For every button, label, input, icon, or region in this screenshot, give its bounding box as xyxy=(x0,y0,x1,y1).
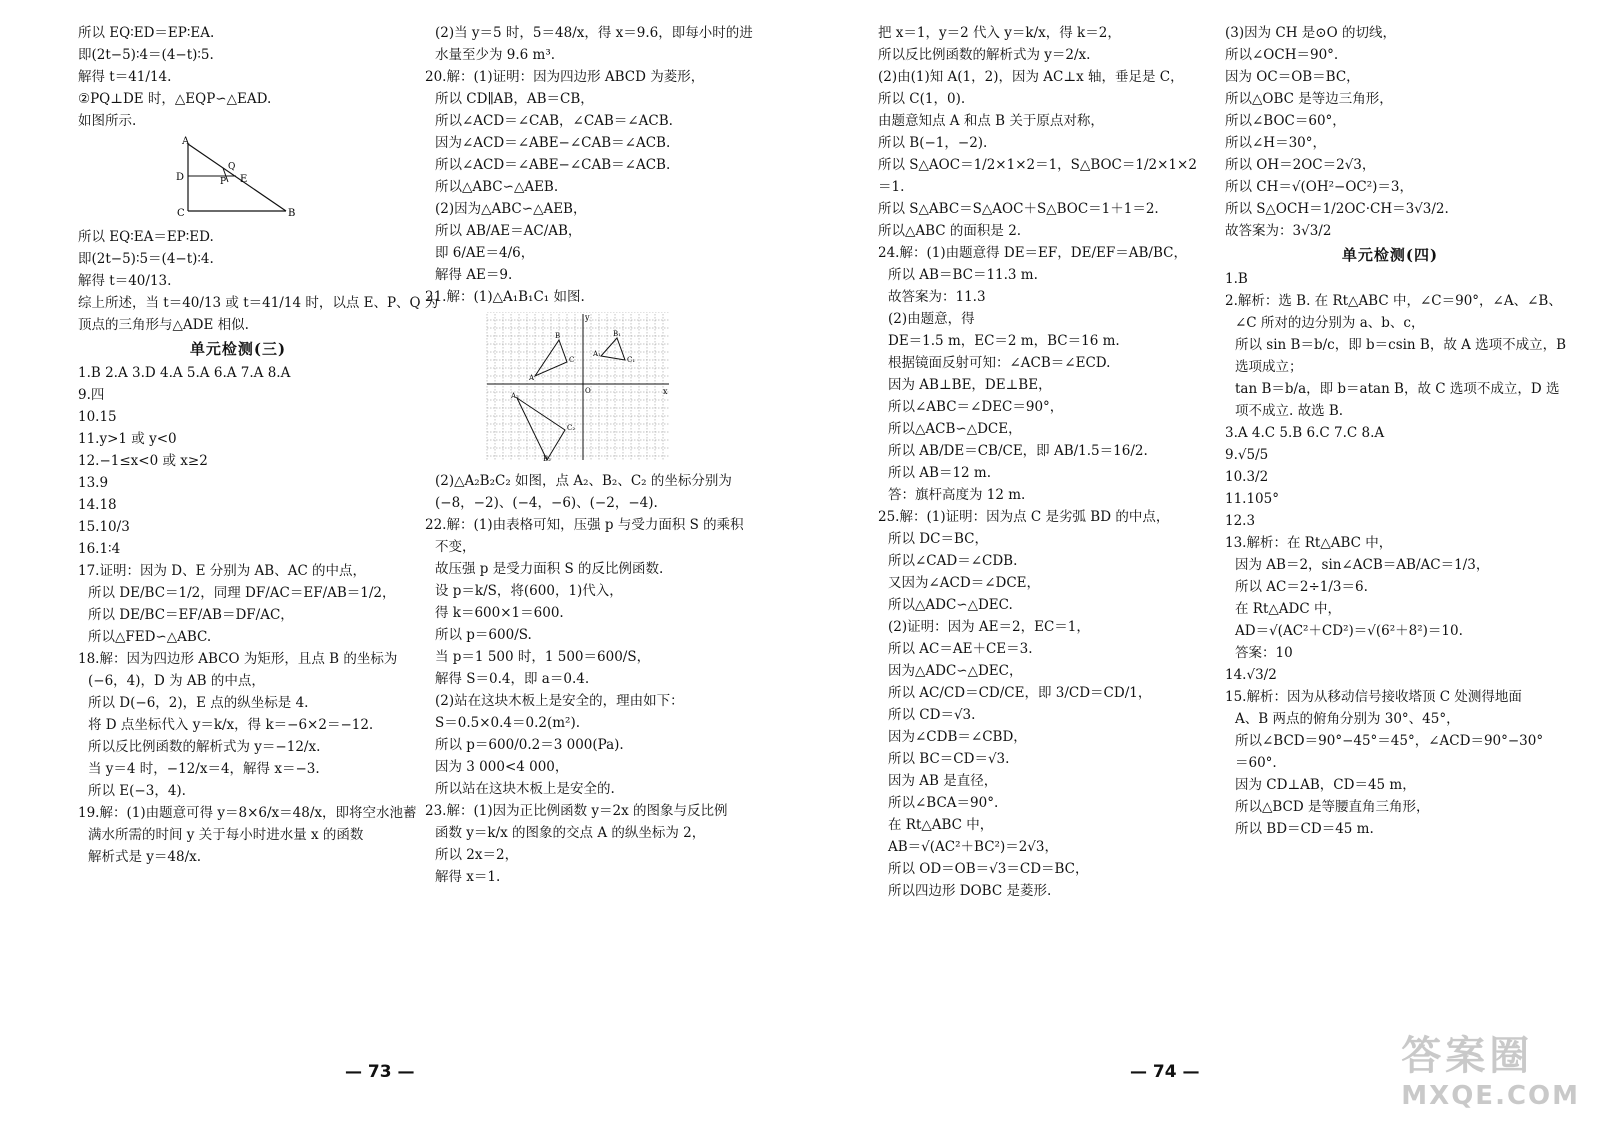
text-line: 所以四边形 DOBC 是菱形. xyxy=(888,883,1052,899)
text-line: 所以∠ABC＝∠DEC＝90°， xyxy=(888,399,1064,415)
text-line: 因为 AB 是直径， xyxy=(888,773,998,789)
label-b2: B₂ xyxy=(543,455,551,462)
text-line: 9.四 xyxy=(78,387,105,403)
text-line: 所以 CD＝√3. xyxy=(888,707,976,723)
text-line: 所以 DC＝BC， xyxy=(888,531,988,547)
text-line: AB＝√(AC²＋BC²)＝2√3， xyxy=(888,839,1058,855)
text-line: 水量至少为 9.6 m³. xyxy=(435,47,556,63)
text-line: 所以△OBC 是等边三角形， xyxy=(1225,91,1393,107)
text-line: 因为 OC＝OB＝BC， xyxy=(1225,69,1360,85)
text-line: 答：旗杆高度为 12 m. xyxy=(888,487,1026,503)
text-line: 14.√3/2 xyxy=(1225,667,1277,683)
text-line: 又因为∠ACD＝∠DCE， xyxy=(888,575,1041,591)
axis-y-label: y xyxy=(585,313,590,322)
text-line: 所以 S△OCH＝1/2OC·CH＝3√3/2. xyxy=(1225,201,1449,217)
text-line: 因为△ADC∽△DEC， xyxy=(888,663,1023,679)
label-a: A xyxy=(529,374,535,382)
text-line: 得 k＝600×1＝600. xyxy=(435,605,564,621)
text-line: 21.解：(1)△A₁B₁C₁ 如图. xyxy=(425,289,585,305)
section-heading: 单元检测(三) xyxy=(189,340,287,358)
text-line: 解得 t＝40/13. xyxy=(78,273,172,289)
text-line: 所以 DE/BC＝1/2，同理 DF/AC＝EF/AB＝1/2， xyxy=(88,585,396,601)
text-line: 设 p＝k/S，将(600，1)代入， xyxy=(435,583,623,599)
text-line: 因为∠CDB＝∠CBD， xyxy=(888,729,1027,745)
text-line: 18.解：因为四边形 ABCO 为矩形，且点 B 的坐标为 xyxy=(78,651,398,667)
text-line: 所以∠H＝30°， xyxy=(1225,135,1327,151)
text-line: (2)△A₂B₂C₂ 如图，点 A₂、B₂、C₂ 的坐标分别为 xyxy=(435,473,732,489)
text-line: 所以△FED∽△ABC. xyxy=(88,629,212,645)
text-line: AD＝√(AC²＋CD²)＝√(6²＋8²)＝10. xyxy=(1235,623,1463,639)
text-line: 11.105° xyxy=(1225,491,1279,507)
text-line: 所以△ACB∽△DCE， xyxy=(888,421,1022,437)
text-line: 所以∠BOC＝60°， xyxy=(1225,113,1346,129)
text-line: ＝60°. xyxy=(1235,755,1277,771)
text-line: 11.y>1 或 y<0 xyxy=(78,431,177,447)
text-line: 13.9 xyxy=(78,475,109,491)
text-line: 所以 B(−1，−2). xyxy=(878,135,988,151)
section-heading: 单元检测(四) xyxy=(1341,246,1439,264)
text-line: (2)由(1)知 A(1，2)，因为 AC⊥x 轴，垂足是 C， xyxy=(878,69,1184,85)
text-line: A、B 两点的俯角分别为 30°、45°， xyxy=(1235,711,1460,727)
text-line: 10.15 xyxy=(78,409,117,425)
text-line: 综上所述，当 t＝40/13 或 t＝41/14 时，以点 E、P、Q 为 xyxy=(78,295,439,311)
text-line: 所以∠CAD＝∠CDB. xyxy=(888,553,1018,569)
watermark-logo xyxy=(1401,1024,1580,1111)
text-line: 1.B 2.A 3.D 4.A 5.A 6.A 7.A 8.A xyxy=(78,365,291,381)
text-line: DE＝1.5 m，EC＝2 m，BC＝16 m. xyxy=(888,333,1120,349)
text-line: 所以 p＝600/S. xyxy=(435,627,532,643)
text-line: ②PQ⊥DE 时，△EQP∽△EAD. xyxy=(78,91,272,107)
column-3 xyxy=(878,22,1203,902)
text-line: 因为∠ACD＝∠ABE−∠CAB＝∠ACB. xyxy=(435,135,671,151)
text-line: (2)证明：因为 AE＝2，EC＝1， xyxy=(888,619,1090,635)
text-line: 即(2t−5)∶4＝(4−t)∶5. xyxy=(78,47,214,63)
text-line: 故答案为：3√3/2 xyxy=(1225,223,1332,239)
text-line: (−6，4)，D 为 AB 的中点， xyxy=(88,673,265,689)
text-line: 所以 AB/AE＝AC/AB， xyxy=(435,223,582,239)
text-line: 因为 AB＝2，sin∠ACB＝AB/AC＝1/3， xyxy=(1235,557,1490,573)
text-line: 1.B xyxy=(1225,271,1248,287)
text-line: 23.解：(1)因为正比例函数 y＝2x 的图象与反比例 xyxy=(425,803,728,819)
text-line: 所以△ABC∽△AEB. xyxy=(435,179,559,195)
text-line: 3.A 4.C 5.B 6.C 7.C 8.A xyxy=(1225,425,1385,441)
text-line: 22.解：(1)由表格可知，压强 p 与受力面积 S 的乘积 xyxy=(425,517,744,533)
label-b1: B₁ xyxy=(613,330,621,338)
text-line: 所以 2x＝2， xyxy=(435,847,519,863)
text-line: 所以 EQ∶EA＝EP∶ED. xyxy=(78,229,214,245)
text-line: (2)当 y＝5 时，5＝48/x，得 x＝9.6，即每小时的进 xyxy=(435,25,753,41)
text-line: 答案：10 xyxy=(1235,645,1293,661)
text-line: 将 D 点坐标代入 y＝k/x，得 k＝−6×2＝−12. xyxy=(88,717,374,733)
label-a1: A₁ xyxy=(593,350,601,358)
text-line: 所以 D(−6，2)，E 点的纵坐标是 4. xyxy=(88,695,309,711)
text-line: 在 Rt△ABC 中， xyxy=(888,817,994,833)
text-line: (2)由题意，得 xyxy=(888,311,975,327)
label-c2: C₂ xyxy=(567,424,576,432)
label-a: A xyxy=(182,136,190,147)
text-line: 20.解：(1)证明：因为四边形 ABCD 为菱形， xyxy=(425,69,705,85)
watermark-url: MXQE.COM xyxy=(1401,1081,1580,1111)
text-line: (−8，−2)、(−4，−6)、(−2，−4). xyxy=(435,495,658,511)
text-line: 16.1∶4 xyxy=(78,541,121,557)
text-line: 顶点的三角形与△ADE 相似. xyxy=(78,317,249,333)
text-line: 因为 3 000<4 000， xyxy=(435,759,569,775)
text-line: 解得 S＝0.4，即 a＝0.4. xyxy=(435,671,590,687)
text-line: 24.解：(1)由题意得 DE＝EF，DE/EF＝AB/BC， xyxy=(878,245,1187,261)
text-line: 所以 AB＝BC＝11.3 m. xyxy=(888,267,1038,283)
text-line: 所以∠OCH＝90°. xyxy=(1225,47,1339,63)
text-line: 如图所示. xyxy=(78,113,137,129)
text-line: 所以 BC＝CD＝√3. xyxy=(888,751,1010,767)
text-line: 10.3/2 xyxy=(1225,469,1269,485)
text-line: 解析式是 y＝48/x. xyxy=(88,849,202,865)
text-line: 15.10/3 xyxy=(78,519,130,535)
text-line: 选项成立； xyxy=(1235,359,1303,375)
label-q: Q xyxy=(228,162,236,172)
text-line: 解得 AE＝9. xyxy=(435,267,513,283)
text-line: 所以 sin B＝b/c，即 b＝csin B，故 A 选项不成立，B xyxy=(1235,337,1567,353)
text-line: 17.证明：因为 D、E 分别为 AB、AC 的中点， xyxy=(78,563,367,579)
text-line: (2)因为△ABC∽△AEB， xyxy=(435,201,587,217)
text-line: 所以 OD＝OB＝√3＝CD＝BC， xyxy=(888,861,1089,877)
text-line: 所以 AC＝AE＋CE＝3. xyxy=(888,641,1033,657)
label-p: P xyxy=(220,177,227,187)
text-line: 不变， xyxy=(435,539,476,555)
text-line: 19.解：(1)由题意可得 y＝8×6/x＝48/x，即将空水池蓄 xyxy=(78,805,417,821)
text-line: tan B＝b/a，即 b＝atan B，故 C 选项不成立，D 选 xyxy=(1235,381,1560,397)
text-line: 所以∠BCA＝90°. xyxy=(888,795,999,811)
text-line: 故压强 p 是受力面积 S 的反比例函数. xyxy=(435,561,664,577)
text-line: 满水所需的时间 y 关于每小时进水量 x 的函数 xyxy=(88,827,364,843)
text-line: 所以△BCD 是等腰直角三角形， xyxy=(1235,799,1430,815)
text-line: 在 Rt△ADC 中， xyxy=(1235,601,1341,617)
label-b: B xyxy=(555,332,561,340)
text-line: 所以 AB＝12 m. xyxy=(888,465,992,481)
column-1 xyxy=(78,22,439,868)
text-line: 把 x＝1，y＝2 代入 y＝k/x，得 k＝2， xyxy=(878,25,1121,41)
text-line: 所以△ADC∽△DEC. xyxy=(888,597,1013,613)
text-line: 所以 S△AOC＝1/2×1×2＝1，S△BOC＝1/2×1×2 xyxy=(878,157,1197,173)
text-line: 所以站在这块木板上是安全的. xyxy=(435,781,615,797)
label-c: C xyxy=(569,356,575,364)
text-line: (3)因为 CH 是⊙O 的切线， xyxy=(1225,25,1396,41)
label-c1: C₁ xyxy=(627,356,636,364)
watermark-text: 答案圈 xyxy=(1401,1033,1534,1079)
label-d: D xyxy=(176,172,185,183)
text-line: 2.解析：选 B. 在 Rt△ABC 中，∠C＝90°，∠A、∠B、 xyxy=(1225,293,1562,309)
text-line: 14.18 xyxy=(78,497,117,513)
text-line: 即(2t−5)∶5＝(4−t)∶4. xyxy=(78,251,214,267)
text-line: 所以反比例函数的解析式为 y＝2/x. xyxy=(878,47,1091,63)
text-line: 所以 OH＝2OC＝2√3， xyxy=(1225,157,1376,173)
page-number-left: — 73 — xyxy=(345,1062,415,1082)
origin-label: O xyxy=(585,387,591,395)
text-line: 当 y＝4 时，−12/x＝4，解得 x＝−3. xyxy=(88,761,320,777)
text-line: 所以∠BCD＝90°−45°＝45°，∠ACD＝90°−30° xyxy=(1235,733,1544,749)
text-line: 所以 AC＝2÷1/3＝6. xyxy=(1235,579,1368,595)
text-line: 所以 E(−3，4). xyxy=(88,783,186,799)
text-line: 解得 x＝1. xyxy=(435,869,501,885)
text-line: 所以 DE/BC＝EF/AB＝DF/AC， xyxy=(88,607,294,623)
text-line: 13.解析：在 Rt△ABC 中， xyxy=(1225,535,1393,551)
text-line: 解得 t＝41/14. xyxy=(78,69,172,85)
text-line: ∠C 所对的边分别为 a、b、c， xyxy=(1235,315,1425,331)
text-line: 所以 S△ABC＝S△AOC＋S△BOC＝1＋1＝2. xyxy=(878,201,1159,217)
text-line: 即 6/AE＝4/6， xyxy=(435,245,535,261)
text-line: 项不成立. 故选 B. xyxy=(1235,403,1344,419)
text-line: (2)站在这块木板上是安全的，理由如下： xyxy=(435,693,684,709)
text-line: 故答案为：11.3 xyxy=(888,289,986,305)
text-line: 所以 AC/CD＝CD/CE，即 3/CD＝CD/1， xyxy=(888,685,1152,701)
label-b: B xyxy=(288,208,296,218)
text-line: 所以∠ACD＝∠CAB，∠CAB＝∠ACB. xyxy=(435,113,673,129)
text-line: 因为 AB⊥BE，DE⊥BE， xyxy=(888,377,1052,393)
label-a2: A₂ xyxy=(511,392,519,400)
text-line: 所以 p＝600/0.2＝3 000(Pa). xyxy=(435,737,624,753)
axis-x-label: x xyxy=(663,387,668,396)
text-line: 由题意知点 A 和点 B 关于原点对称， xyxy=(878,113,1104,129)
text-line: 所以△ABC 的面积是 2. xyxy=(878,223,1022,239)
text-line: 所以 AB/DE＝CB/CE，即 AB/1.5＝16/2. xyxy=(888,443,1148,459)
text-line: S＝0.5×0.4＝0.2(m²). xyxy=(435,715,581,731)
text-line: 当 p＝1 500 时，1 500＝600/S， xyxy=(435,649,651,665)
text-line: 25.解：(1)证明：因为点 C 是劣弧 BD 的中点， xyxy=(878,509,1170,525)
text-line: 所以 C(1，0). xyxy=(878,91,966,107)
text-line: 因为 CD⊥AB，CD＝45 m， xyxy=(1235,777,1416,793)
text-line: 根据镜面反射可知：∠ACB＝∠ECD. xyxy=(888,355,1111,371)
text-line: 所以反比例函数的解析式为 y＝−12/x. xyxy=(88,739,321,755)
text-line: 所以∠ACD＝∠ABE−∠CAB＝∠ACB. xyxy=(435,157,671,173)
text-line: 所以 CH＝√(OH²−OC²)＝3， xyxy=(1225,179,1413,195)
column-4 xyxy=(1225,22,1567,840)
text-line: 9.√5/5 xyxy=(1225,447,1269,463)
text-line: 所以 EQ∶ED＝EP∶EA. xyxy=(78,25,215,41)
triangle-figure xyxy=(78,136,398,222)
text-line: 12.−1≤x<0 或 x≥2 xyxy=(78,453,208,469)
text-line: 12.3 xyxy=(1225,513,1256,529)
label-e: E xyxy=(240,174,248,185)
text-line: 函数 y＝k/x 的图象的交点 A 的纵坐标为 2， xyxy=(435,825,706,841)
coordinate-grid-figure xyxy=(425,312,750,466)
column-2 xyxy=(425,22,753,888)
label-c: C xyxy=(177,208,185,218)
text-line: 15.解析：因为从移动信号接收塔顶 C 处测得地面 xyxy=(1225,689,1522,705)
page-number-right: — 74 — xyxy=(1130,1062,1200,1082)
text-line: 所以 CD∥AB，AB＝CB， xyxy=(435,91,594,107)
text-line: 所以 BD＝CD＝45 m. xyxy=(1235,821,1374,837)
text-line: ＝1. xyxy=(878,179,905,195)
